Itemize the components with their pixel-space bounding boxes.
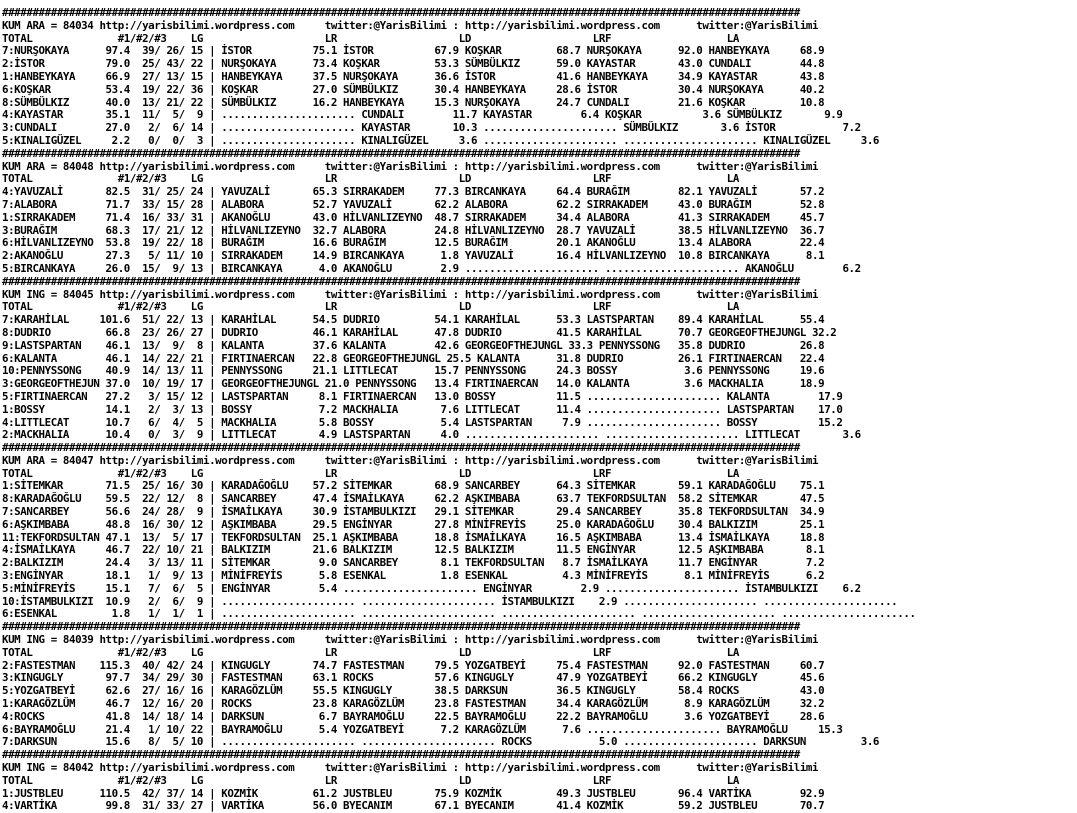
result-row: 6:KALANTA 46.1 14/ 22/ 21 | FIRTINAERCAN 22.8 GEORGEOFTHEJUNGL 25.5 KALANTA 31.8 DUDRIO 26.1 FIRTINAERCAN 22.4 — [2, 351, 825, 365]
result-row: 2:İSTOR 79.0 25/ 43/ 22 | NURŞOKAYA 73.4 KOŞKAR 53.3 SÜMBÜLKIZ 59.0 KAYASTAR 43.0 CUNDALI 44.8 — [2, 57, 825, 71]
race-header-line: KUM ING = 84039 http://yarisbilimi.wordpress.com twitter:@YarisBilimi : http://yarisbilimi.wordpress.com twitter:@YarisBilimi — [2, 633, 819, 647]
result-row: 1:KARAGÖZLÜM 46.7 12/ 16/ 20 | ROCKS 23.8 KARAGÖZLÜM 23.8 FASTESTMAN 34.4 KARAGÖZLÜM 8.9 KARAGÖZLÜM 32.2 — [2, 697, 825, 711]
result-row: 6:KOŞKAR 53.4 19/ 22/ 36 | KOŞKAR 27.0 SÜMBÜLKIZ 30.4 HANBEYKAYA 28.6 İSTOR 30.4 NURŞOKAYA 40.2 — [2, 82, 825, 96]
result-row: 6:AŞKIMBABA 48.8 16/ 30/ 12 | AŞKIMBABA 29.5 ENGİNYAR 27.8 MİNİFREYİS 25.0 KARADAĞOĞLU 30.4 BALKIZIM 25.1 — [2, 517, 825, 531]
result-row: 3:BURAĞIM 68.3 17/ 21/ 12 | HİLVANLIZEYNO 32.7 ALABORA 24.8 HİLVANLIZEYNO 28.7 YAVUZALİ 38.5 HİLVANLIZEYNO 36.7 — [2, 223, 825, 237]
result-row: 1:SIRRAKADEM 71.4 16/ 33/ 31 | AKANOĞLU 43.0 HİLVANLIZEYNO 48.7 SIRRAKADEM 34.4 ALABORA 41.3 SIRRAKADEM 45.7 — [2, 210, 825, 224]
result-row: 1:HANBEYKAYA 66.9 27/ 13/ 15 | HANBEYKAYA 37.5 NURŞOKAYA 36.6 İSTOR 41.6 HANBEYKAYA 34.9 KAYASTAR 43.8 — [2, 69, 825, 83]
result-row: 10:PENNYSSONG 40.9 14/ 13/ 11 | PENNYSSONG 21.1 LITTLECAT 15.7 PENNYSSONG 24.3 BOSSY 3.6 PENNYSSONG 19.6 — [2, 364, 825, 378]
separator-line: ################################################################################################################################### — [2, 620, 800, 634]
column-header-line: TOTAL #1/#2/#3 LG LR LD LRF LA — [2, 773, 739, 787]
result-row: 7:NURŞOKAYA 97.4 39/ 26/ 15 | İSTOR 75.1 İSTOR 67.9 KOŞKAR 68.7 NURŞOKAYA 92.0 HANBEYKAYA 68.9 — [2, 44, 825, 58]
result-row: 7:DARKSUN 15.6 8/ 5/ 10 | ...................... ...................... ROCKS 5.0 ...................... DARKSUN 3.6 — [2, 735, 880, 749]
result-row: 2:MACKHALIA 10.4 0/ 3/ 9 | LITTLECAT 4.9 LASTSPARTAN 4.0 ...................... ...................... LITTLECAT 3.6 — [2, 428, 861, 442]
result-row: 4:YAVUZALİ 82.5 31/ 25/ 24 | YAVUZALİ 65.3 SIRRAKADEM 77.3 BIRCANKAYA 64.4 BURAĞIM 82.1 YAVUZALİ 57.2 — [2, 185, 825, 199]
result-row: 1:SİTEMKAR 71.5 25/ 16/ 30 | KARADAĞOĞLU 57.2 SİTEMKAR 68.9 SANCARBEY 64.3 SİTEMKAR 59.1 KARADAĞOĞLU 75.1 — [2, 479, 825, 493]
race-header-line: KUM ARA = 84047 http://yarisbilimi.wordpress.com twitter:@YarisBilimi : http://yarisbilimi.wordpress.com twitter:@YarisBilimi — [2, 453, 819, 467]
result-row: 6:HİLVANLIZEYNO 53.8 19/ 22/ 18 | BURAĞIM 16.6 BURAĞIM 12.5 BURAĞIM 20.1 AKANOĞLU 13.4 ALABORA 22.4 — [2, 236, 825, 250]
result-row: 5:MİNİFREYİS 15.1 7/ 6/ 5 | ENGİNYAR 5.4 ...................... ENGİNYAR 2.9 ...................... İSTAMBULKIZI 6.2 — [2, 581, 861, 595]
result-row: 2:BALKIZIM 24.4 3/ 13/ 11 | SİTEMKAR 9.0 SANCARBEY 8.1 TEKFORDSULTAN 8.7 İSMAİLKAYA 11.7 ENGİNYAR 7.2 — [2, 556, 825, 570]
result-row: 2:FASTESTMAN 115.3 40/ 42/ 24 | KINGUGLY 74.7 FASTESTMAN 79.5 YOZGATBEYİ 75.4 FASTESTMAN 92.0 FASTESTMAN 60.7 — [2, 658, 825, 672]
result-row: 6:BAYRAMOĞLU 21.4 1/ 10/ 22 | BAYRAMOĞLU 5.4 YOZGATBEYİ 7.2 KARAGÖZLÜM 7.6 ...................... BAYRAMOĞLU 15.3 — [2, 722, 843, 736]
race-header-line: KUM ING = 84045 http://yarisbilimi.wordpress.com twitter:@YarisBilimi : http://yarisbilimi.wordpress.com twitter:@YarisBilimi — [2, 287, 819, 301]
result-row: 8:KARADAĞOĞLU 59.5 22/ 12/ 8 | SANCARBEY 47.4 İSMAİLKAYA 62.2 AŞKIMBABA 63.7 TEKFORDSULTAN 58.2 SİTEMKAR 47.5 — [2, 492, 825, 506]
column-header-line: TOTAL #1/#2/#3 LG LR LD LRF LA — [2, 172, 739, 186]
result-row: 5:YOZGATBEYİ 62.6 27/ 16/ 16 | KARAGÖZLÜM 55.5 KINGUGLY 38.5 DARKSUN 36.5 KINGUGLY 58.4 ROCKS 43.0 — [2, 684, 825, 698]
separator-line: ################################################################################################################################### — [2, 274, 800, 288]
result-row: 4:İSMAİLKAYA 46.7 22/ 10/ 21 | BALKIZIM 21.6 BALKIZIM 12.5 BALKIZIM 11.5 ENGİNYAR 12.5 AŞKIMBABA 8.1 — [2, 543, 825, 557]
result-row: 4:VARTİKA 99.8 31/ 33/ 27 | VARTİKA 56.0 BYECANIM 67.1 BYECANIM 41.4 KOZMİK 59.2 JUSTBLEU 70.7 — [2, 799, 825, 813]
result-row: 10:İSTAMBULKIZI 10.9 2/ 6/ 9 | ...................... ...................... İSTAMBULKIZI 2.9 ...................... ...................... — [2, 594, 898, 608]
separator-line: ################################################################################################################################### — [2, 748, 800, 762]
result-row: 11:TEKFORDSULTAN 47.1 13/ 5/ 17 | TEKFORDSULTAN 25.1 AŞKIMBABA 18.8 İSMAİLKAYA 16.5 AŞKIMBABA 13.4 İSMAİLKAYA 18.8 — [2, 530, 825, 544]
race-header-line: KUM ARA = 84048 http://yarisbilimi.wordpress.com twitter:@YarisBilimi : http://yarisbilimi.wordpress.com twitter:@YarisBilimi — [2, 159, 819, 173]
race-header-line: KUM ING = 84042 http://yarisbilimi.wordpress.com twitter:@YarisBilimi : http://yarisbilimi.wordpress.com twitter:@YarisBilimi — [2, 761, 819, 775]
separator-line: ################################################################################################################################### — [2, 146, 800, 160]
result-row: 3:ENGİNYAR 18.1 1/ 9/ 13 | MİNİFREYİS 5.8 ESENKAL 1.8 ESENKAL 4.3 MİNİFREYİS 8.1 MİNİFREYİS 6.2 — [2, 569, 825, 583]
result-row: 5:FIRTINAERCAN 27.2 3/ 15/ 12 | LASTSPARTAN 8.1 FIRTINAERCAN 13.0 BOSSY 11.5 ...................... KALANTA 17.9 — [2, 389, 843, 403]
result-row: 6:ESENKAL 1.8 1/ 1/ 1 | ...................... ...................... ...................... ...................... ...................... — [2, 607, 916, 621]
result-row: 7:ALABORA 71.7 33/ 15/ 28 | ALABORA 52.7 YAVUZALİ 62.2 ALABORA 62.2 SIRRAKADEM 43.0 BURAĞIM 52.8 — [2, 197, 825, 211]
result-row: 3:CUNDALI 27.0 2/ 6/ 14 | ...................... KAYASTAR 10.3 ...................... SÜMBÜLKIZ 3.6 İSTOR 7.2 — [2, 121, 861, 135]
result-row: 7:SANCARBEY 56.6 24/ 28/ 9 | İSMAİLKAYA 30.9 İSTAMBULKIZI 29.1 SİTEMKAR 29.4 SANCARBEY 35.8 TEKFORDSULTAN 34.9 — [2, 505, 825, 519]
race-stats-document — [2, 7, 916, 813]
column-header-line: TOTAL #1/#2/#3 LG LR LD LRF LA — [2, 645, 739, 659]
result-row: 5:KINALIGÜZEL 2.2 0/ 0/ 3 | ...................... KINALIGÜZEL 3.6 ...................... ...................... KINALIGÜZEL 3.6 — [2, 133, 880, 147]
result-row: 4:LITTLECAT 10.7 6/ 4/ 5 | MACKHALIA 5.8 BOSSY 5.4 LASTSPARTAN 7.9 ...................... BOSSY 15.2 — [2, 415, 843, 429]
result-row: 5:BIRCANKAYA 26.0 15/ 9/ 13 | BIRCANKAYA 4.0 AKANOĞLU 2.9 ...................... ...................... AKANOĞLU 6.2 — [2, 261, 861, 275]
result-row: 8:DUDRIO 66.8 23/ 26/ 27 | DUDRIO 46.1 KARAHİLAL 47.8 DUDRIO 41.5 KARAHİLAL 70.7 GEORGEOFTHEJUNGL 32.2 — [2, 325, 837, 339]
result-row: 8:SÜMBÜLKIZ 40.0 13/ 21/ 22 | SÜMBÜLKIZ 16.2 HANBEYKAYA 15.3 NURŞOKAYA 24.7 CUNDALI 21.6 KOŞKAR 10.8 — [2, 95, 825, 109]
column-header-line: TOTAL #1/#2/#3 LG LR LD LRF LA — [2, 300, 739, 314]
column-header-line: TOTAL #1/#2/#3 LG LR LD LRF LA — [2, 466, 739, 480]
result-row: 4:ROCKS 41.8 14/ 18/ 14 | DARKSUN 6.7 BAYRAMOĞLU 22.5 BAYRAMOĞLU 22.2 BAYRAMOĞLU 3.6 YOZGATBEYİ 28.6 — [2, 709, 825, 723]
column-header-line: TOTAL #1/#2/#3 LG LR LD LRF LA — [2, 31, 739, 45]
race-header-line: KUM ARA = 84034 http://yarisbilimi.wordpress.com twitter:@YarisBilimi : http://yarisbilimi.wordpress.com twitter:@YarisBilimi — [2, 18, 819, 32]
result-row: 2:AKANOĞLU 27.3 5/ 11/ 10 | SIRRAKADEM 14.9 BIRCANKAYA 1.8 YAVUZALİ 16.4 HİLVANLIZEYNO 10.8 BIRCANKAYA 8.1 — [2, 249, 825, 263]
result-row: 3:GEORGEOFTHEJUN 37.0 10/ 19/ 17 | GEORGEOFTHEJUNGL 21.0 PENNYSSONG 13.4 FIRTINAERCAN 14.0 KALANTA 3.6 MACKHALIA 18.9 — [2, 377, 825, 391]
result-row: 3:KINGUGLY 97.7 34/ 29/ 30 | FASTESTMAN 63.1 ROCKS 57.6 KINGUGLY 47.9 YOZGATBEYİ 66.2 KINGUGLY 45.6 — [2, 671, 825, 685]
separator-line: ################################################################################################################################### — [2, 6, 800, 19]
result-row: 7:KARAHİLAL 101.6 51/ 22/ 13 | KARAHİLAL 54.5 DUDRIO 54.1 KARAHİLAL 53.3 LASTSPARTAN 89.4 KARAHİLAL 55.4 — [2, 313, 825, 327]
result-row: 4:KAYASTAR 35.1 11/ 5/ 9 | ...................... CUNDALI 11.7 KAYASTAR 6.4 KOŞKAR 3.6 SÜMBÜLKIZ 9.9 — [2, 108, 843, 122]
result-row: 9:LASTSPARTAN 46.1 13/ 9/ 8 | KALANTA 37.6 KALANTA 42.6 GEORGEOFTHEJUNGL 33.3 PENNYSSONG 35.8 DUDRIO 26.8 — [2, 338, 825, 352]
separator-line: ################################################################################################################################### — [2, 441, 800, 455]
result-row: 1:JUSTBLEU 110.5 42/ 37/ 14 | KOZMİK 61.2 JUSTBLEU 75.9 KOZMİK 49.3 JUSTBLEU 96.4 VARTİKA 92.9 — [2, 786, 825, 800]
result-row: 1:BOSSY 14.1 2/ 3/ 13 | BOSSY 7.2 MACKHALIA 7.6 LITTLECAT 11.4 ...................... LASTSPARTAN 17.0 — [2, 402, 843, 416]
